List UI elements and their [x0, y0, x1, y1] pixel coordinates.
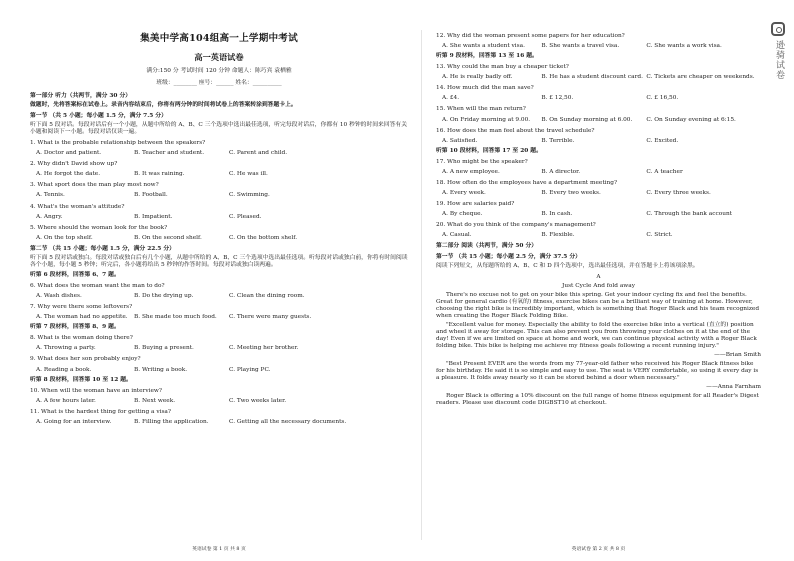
camera-icon — [771, 22, 785, 36]
student-info-line: 班级：________ 座号：______ 姓名：__________ — [156, 79, 282, 86]
option-a[interactable]: A. On Friday morning at 9.00. — [442, 116, 531, 123]
question-8: 8. What is the woman doing there? — [30, 335, 133, 342]
question-list — [30, 140, 408, 242]
question-19: 19. How are salaries paid? — [436, 201, 515, 207]
option-b[interactable]: B. On Sunday morning at 6.00. — [541, 116, 633, 123]
options-9 — [30, 367, 408, 374]
options-1 — [30, 150, 408, 157]
option-a[interactable]: A. Casual. — [442, 232, 472, 239]
option-b[interactable]: B. Impatient. — [134, 213, 173, 220]
passage-paragraph-4: Roger Black is offering a 10% discount on the full range of home fitness equipment for all Reader's Digest readers. Please use discount code DIGBST10 at checkout. — [436, 393, 759, 407]
option-a[interactable]: A. He is really badly off. — [442, 74, 513, 81]
material-6: 听第 6 段材料，回答第 6、7 题。 — [30, 271, 120, 278]
section2-instructions: 听下面 5 段对话或独白。每段对话或独白后有几个小题，从题中所给的 A、B、C 三个选项中选出最佳选项。听每段对话或独白前，你将有时间阅读各个小题，每小题 5 秒钟；听完后，各小题将给出 5 秒钟的作答时间。每段对话或独白读两遍。 — [30, 254, 408, 268]
option-b[interactable]: B. Teacher and student. — [134, 150, 205, 157]
question-7: 7. Why were there some leftovers? — [30, 304, 133, 311]
option-b[interactable]: B. She made too much food. — [134, 314, 217, 321]
option-a[interactable]: A. On the top shelf. — [36, 234, 93, 241]
options-8 — [30, 345, 408, 352]
option-c[interactable]: C. Every three weeks. — [646, 189, 711, 196]
options-11 — [30, 419, 408, 426]
passage-paragraph-3: "Best Present EVER are the words from my 77-year-old father who received his Roger Black fitness bike for his birthday. He said it is so simple and easy to use. The seat is VERY comfortable, so using it every day is a pleasure. It folds away nearly so it can be stored behind a door when necessary." — [436, 361, 759, 382]
option-a[interactable]: A. Throwing a party. — [36, 345, 96, 352]
option-b[interactable]: B. Flexible. — [541, 232, 575, 239]
question-5: 5. Where should the woman look for the book? — [30, 224, 168, 231]
option-c[interactable]: C. On Sunday evening at 6:15. — [646, 116, 736, 123]
option-c[interactable]: C. Two weeks later. — [229, 397, 287, 404]
option-b[interactable]: B. She wants a travel visa. — [541, 43, 620, 50]
options-5 — [30, 235, 408, 242]
question-1: 1. What is the probable relationship between the speakers? — [30, 140, 206, 147]
page-footer-2: 英语试卷 第 2 页 共 8 页 — [571, 547, 626, 552]
option-a[interactable]: A. Every week. — [442, 189, 486, 196]
options-4 — [30, 214, 408, 221]
options-6 — [30, 293, 408, 300]
question-17: 17. Who might be the speaker? — [436, 158, 528, 165]
part1-heading: 第一部分 听力（共两节，满分 30 分） — [30, 92, 132, 99]
option-c[interactable]: C. Meeting her brother. — [229, 345, 299, 352]
option-a[interactable]: A. A few hours later. — [36, 397, 96, 404]
option-b[interactable]: B. Football. — [134, 192, 168, 199]
option-a[interactable]: A. Wash dishes. — [36, 293, 82, 300]
option-c[interactable]: C. Playing PC. — [229, 366, 271, 373]
option-c[interactable]: C. Tickets are cheaper on weekends. — [646, 74, 755, 81]
question-14: 14. How much did the man save? — [436, 85, 534, 92]
option-a[interactable]: A. Reading a book. — [36, 366, 92, 373]
exam-title: 集美中学高104组高一上学期中考试 — [140, 33, 298, 44]
option-c[interactable]: C. Parent and child. — [229, 150, 288, 157]
options-18 — [436, 190, 761, 197]
options-3 — [30, 192, 408, 199]
question-11: 11. What is the hardest thing for getting a visa? — [30, 408, 171, 415]
option-c[interactable]: C. A teacher — [646, 168, 683, 175]
question-16: 16. How does the man feel about the travel schedule? — [436, 127, 595, 134]
question-4: 4. What's the woman's attitude? — [30, 203, 125, 210]
question-18: 18. How often do the employees have a department meeting? — [436, 179, 618, 186]
option-b[interactable]: B. Every two weeks. — [541, 189, 601, 196]
options-2 — [30, 171, 408, 178]
option-c[interactable]: C. On the bottom shelf. — [229, 234, 298, 241]
option-b[interactable]: B. Next week. — [134, 397, 176, 404]
question-10: 10. When will the woman have an interview? — [30, 387, 162, 394]
material-8: 听第 8 段材料，回答第 10 至 12 题。 — [30, 376, 132, 383]
option-c[interactable]: C. There were many guests. — [229, 314, 312, 321]
option-b[interactable]: B. Buying a present. — [134, 345, 194, 352]
question-9: 9. What does her son probably enjoy? — [30, 356, 141, 363]
page-footer-1: 英语试卷 第 1 页 共 8 页 — [192, 547, 246, 552]
options-13 — [436, 74, 761, 81]
option-a[interactable]: A. She wants a student visa. — [442, 43, 525, 50]
options-14 — [436, 95, 761, 102]
option-c[interactable]: C. Excited. — [646, 137, 679, 144]
option-b[interactable]: B. Terrible. — [541, 137, 575, 144]
passage-body — [436, 292, 761, 408]
question-12: 12. Why did the woman present some papers for her education? — [436, 33, 625, 39]
option-c[interactable]: C. Strict. — [646, 232, 673, 239]
question-15: 15. When will the man return? — [436, 106, 526, 113]
left-page — [30, 0, 408, 426]
part2-heading: 第二部分 阅读（共两节，满分 50 分） — [436, 243, 538, 250]
passage-letter: A — [596, 274, 601, 281]
options-17 — [436, 169, 761, 176]
question-13: 13. Why could the man buy a cheaper ticket? — [436, 64, 569, 71]
option-b[interactable]: B. On the second shelf. — [134, 234, 202, 241]
right-page — [436, 0, 761, 408]
option-a[interactable]: A. £4. — [442, 95, 460, 102]
option-c[interactable]: C. Clean the dining room. — [229, 293, 305, 300]
option-b[interactable]: B. In cash. — [541, 211, 573, 218]
exam-meta: 满分:150 分 考试时间 120 分钟 命题人：陈巧宾 袁栖雅 — [146, 67, 292, 74]
part1-note: 做题时，先将答案标在试卷上。录音内容结束后，你将有两分钟的时间将试卷上的答案转涂到答题卡上。 — [30, 101, 297, 108]
question-3: 3. What sport does the man play most now? — [30, 182, 159, 189]
option-c[interactable]: C. Swimming. — [229, 192, 270, 199]
option-b[interactable]: B. £ 12,50. — [541, 95, 574, 102]
option-c[interactable]: C. Pleased. — [229, 213, 262, 220]
option-c[interactable]: C. Through the bank account — [646, 211, 733, 218]
signature-brian: ——Brian Smith — [714, 352, 761, 359]
options-12 — [436, 43, 761, 50]
option-b[interactable]: B. He has a student discount card. — [541, 74, 643, 81]
option-b[interactable]: B. Do the drying up. — [134, 293, 194, 300]
material-9: 听第 9 段材料，回答第 13 至 16 题。 — [436, 53, 538, 60]
page-divider — [421, 30, 422, 540]
question-6: 6. What does the woman want the man to do? — [30, 283, 165, 290]
option-a[interactable]: A. He forgot the date. — [36, 171, 101, 178]
question-20: 20. What do you think of the company's management? — [436, 222, 596, 229]
options-19 — [436, 211, 761, 218]
passage-title: Just Cycle And fold away — [562, 282, 635, 289]
option-a[interactable]: A. Satisfied. — [442, 137, 478, 144]
watermark-text: 逊骑试卷 — [774, 40, 784, 80]
passage-paragraph-2: "Excellent value for money. Especially the ability to fold the exercise bike into a vertical (直立的) position and wheel it away for storage. This can also prevent you from throwing your clothes on it at the end of the day! Even if we are limited on space at home and work, we can continue physical activity with a Roger Black folding bike. This bike is helping me achieve my fitness goals following a recent running injury." — [436, 321, 757, 349]
options-16 — [436, 138, 761, 145]
option-c[interactable]: C. £ 16,50. — [646, 95, 679, 102]
question-2: 2. Why didn't David show up? — [30, 161, 118, 168]
part2-instructions: 阅读下列短文，从每题所给的 A、B、C 和 D 四个选项中，选出最佳选项，并在答题卡上将该项涂黑。 — [436, 263, 699, 270]
section2-heading: 第二节 （共 15 小题；每小题 1.5 分，满分 22.5 分） — [30, 245, 175, 252]
options-15 — [436, 117, 761, 124]
option-a[interactable]: A. A new employee. — [442, 168, 500, 175]
exam-subtitle: 高一英语试卷 — [194, 51, 244, 62]
options-7 — [30, 314, 408, 321]
option-a[interactable]: A. Doctor and patient. — [36, 150, 102, 157]
options-10 — [30, 398, 408, 405]
option-c[interactable]: C. She wants a work visa. — [646, 43, 722, 50]
option-b[interactable]: B. A director. — [541, 168, 581, 175]
material-10: 听第 10 段材料，回答第 17 至 20 题。 — [436, 147, 542, 154]
option-a[interactable]: A. Angry. — [36, 213, 63, 220]
option-a[interactable]: A. Going for an interview. — [36, 418, 112, 425]
option-a[interactable]: A. By cheque. — [442, 211, 483, 218]
passage-paragraph-1: There's no excuse not to get on your bike this spring. Get your indoor cycling fix and feel the benefits. Great for general cardio (有氧的) fitness, exercise bikes can be a brilliant way of training at home. However, choosing the right bike is incredibly important, which is something that Roger Black and his team recognized when creating the Roger Black Folding Bike. — [436, 291, 760, 319]
section1-instructions: 听下面 5 段对话。每段对话后有一个小题，从题中所给的 A、B、C 三个选项中选出最佳选项，听完每段对话后，你都有 10 秒钟的时间来回答有关小题和阅读下一小题。每段对话仅读一遍。 — [30, 122, 408, 136]
section1-heading: 第一节 （共 5 小题；每小题 1.5 分，满分 7.5 分） — [30, 112, 167, 119]
option-c[interactable]: C. He was ill. — [229, 171, 268, 178]
option-b[interactable]: B. Filling the application. — [134, 418, 209, 425]
signature-anna: ——Anna Farnham — [706, 384, 761, 391]
material-7: 听第 7 段材料，回答第 8、9 题。 — [30, 324, 120, 331]
option-c[interactable]: C. Getting all the necessary documents. — [229, 418, 347, 425]
option-a[interactable]: A. Tennis. — [36, 192, 65, 199]
options-20 — [436, 232, 761, 239]
part2-section1-heading: 第一节 （共 15 小题；每小题 2.5 分，满分 37.5 分） — [436, 254, 581, 261]
option-a[interactable]: A. The woman had no appetite. — [36, 314, 128, 321]
option-b[interactable]: B. It was raining. — [134, 171, 185, 178]
watermark — [770, 22, 790, 102]
option-b[interactable]: B. Writing a book. — [134, 366, 188, 373]
